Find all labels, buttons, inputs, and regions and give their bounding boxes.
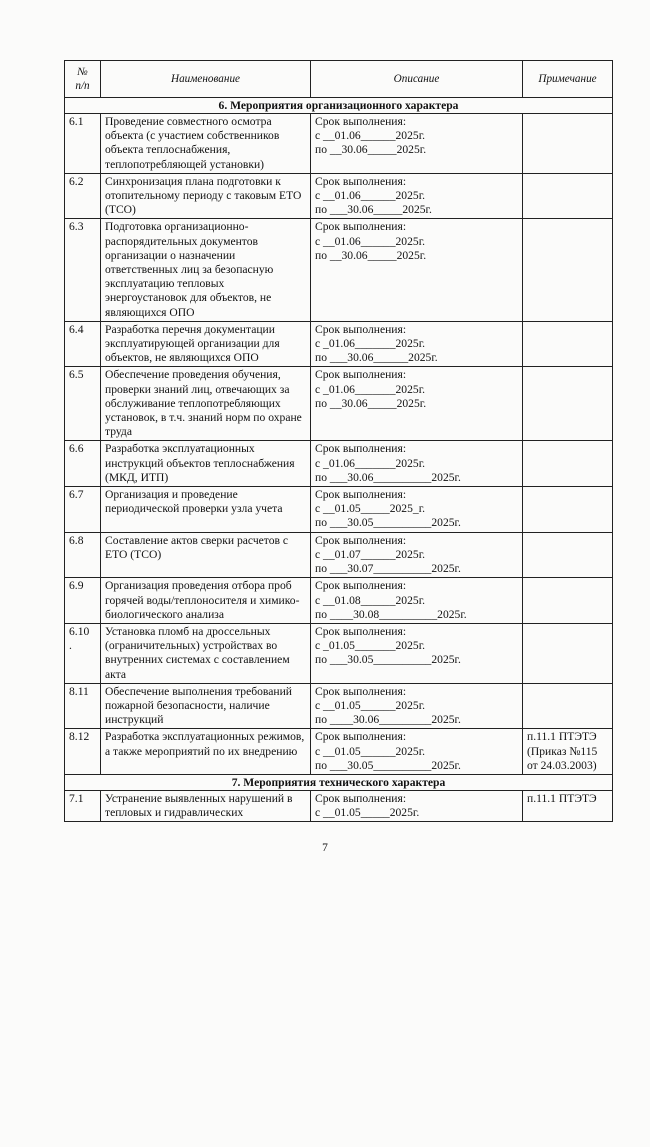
row-note bbox=[523, 219, 613, 321]
row-description bbox=[311, 367, 523, 441]
description-line: Срок выполнения: bbox=[315, 174, 407, 188]
header-number: № п/п bbox=[65, 61, 101, 98]
table-row bbox=[65, 321, 613, 367]
row-number: 6.8 bbox=[65, 532, 101, 578]
table-row bbox=[65, 173, 613, 219]
description-line: по ___30.06__________2025г. bbox=[315, 470, 461, 484]
description-line: по __30.06_____2025г. bbox=[315, 396, 427, 410]
description-line: с _01.06_______2025г. bbox=[315, 337, 426, 351]
row-note bbox=[523, 114, 613, 174]
description-line: Срок выполнения: bbox=[315, 791, 407, 805]
description-line: с __01.08______2025г. bbox=[315, 593, 426, 607]
row-description bbox=[311, 321, 523, 367]
description-line: по ___30.05__________2025г. bbox=[315, 516, 461, 530]
table-row bbox=[65, 219, 613, 321]
description-line: Срок выполнения: bbox=[315, 220, 407, 234]
table-row bbox=[65, 623, 613, 683]
row-name: Обеспечение проведения обучения, проверки знаний лиц, отвечающих за обслуживание теплопотребляющих установок, в т.ч. знаний норм по охране труда bbox=[101, 367, 311, 441]
row-note bbox=[523, 578, 613, 624]
description-line: с __01.05_____2025_г. bbox=[315, 502, 426, 516]
header-name: Наименование bbox=[101, 61, 311, 98]
row-note bbox=[523, 321, 613, 367]
header-note: Примечание bbox=[523, 61, 613, 98]
table-row bbox=[65, 578, 613, 624]
row-note bbox=[523, 487, 613, 533]
description-line: с __01.05______2025г. bbox=[315, 744, 426, 758]
row-name: Установка пломб на дроссельных (ограничительных) устройствах во внутренних системах с составлением акта bbox=[101, 623, 311, 683]
row-number: 6.1 bbox=[65, 114, 101, 174]
row-description bbox=[311, 683, 523, 729]
row-number: 6.7 bbox=[65, 487, 101, 533]
header-description: Описание bbox=[311, 61, 523, 98]
row-note: п.11.1 ПТЭТЭ (Приказ №115 от 24.03.2003) bbox=[523, 729, 613, 775]
description-line: Срок выполнения: bbox=[315, 579, 407, 593]
description-line: Срок выполнения: bbox=[315, 730, 407, 744]
description-line: с __01.05______2025г. bbox=[315, 698, 426, 712]
row-name: Синхронизация плана подготовки к отопительному периоду с таковым ЕТО (ТСО) bbox=[101, 173, 311, 219]
description-line: Срок выполнения: bbox=[315, 624, 407, 638]
description-line: по __30.06_____2025г. bbox=[315, 143, 427, 157]
row-number: 6.4 bbox=[65, 321, 101, 367]
row-description bbox=[311, 173, 523, 219]
section-6-row bbox=[65, 98, 613, 114]
table-row bbox=[65, 441, 613, 487]
row-name: Проведение совместного осмотра объекта (с участием собственников объекта теплоснабжения, теплопотребляющей установки) bbox=[101, 114, 311, 174]
row-name: Устранение выявленных нарушений в тепловых и гидравлических bbox=[101, 790, 311, 821]
row-description bbox=[311, 532, 523, 578]
table-row bbox=[65, 790, 613, 821]
row-name: Разработка эксплуатационных инструкций объектов теплоснабжения (МКД, ИТП) bbox=[101, 441, 311, 487]
row-note bbox=[523, 532, 613, 578]
table-header-row bbox=[65, 61, 613, 98]
table-row bbox=[65, 729, 613, 775]
section-7-title: 7. Мероприятия технического характера bbox=[65, 774, 613, 790]
description-line: Срок выполнения: bbox=[315, 442, 407, 456]
table-row bbox=[65, 487, 613, 533]
description-line: по ___30.07__________2025г. bbox=[315, 562, 461, 576]
row-description bbox=[311, 441, 523, 487]
row-note bbox=[523, 623, 613, 683]
description-line: с _01.05_______2025г. bbox=[315, 639, 426, 653]
row-description bbox=[311, 114, 523, 174]
row-name: Разработка эксплуатационных режимов, а также мероприятий по их внедрению bbox=[101, 729, 311, 775]
description-line: по ___30.06______2025г. bbox=[315, 351, 438, 365]
row-note: п.11.1 ПТЭТЭ bbox=[523, 790, 613, 821]
row-note bbox=[523, 367, 613, 441]
row-description bbox=[311, 623, 523, 683]
description-line: по ___30.05__________2025г. bbox=[315, 758, 461, 772]
row-number: 6.2 bbox=[65, 173, 101, 219]
row-description bbox=[311, 729, 523, 775]
row-note bbox=[523, 173, 613, 219]
table-row bbox=[65, 532, 613, 578]
description-line: Срок выполнения: bbox=[315, 368, 407, 382]
row-description bbox=[311, 790, 523, 821]
page-number: 7 bbox=[322, 842, 328, 854]
row-number: 6.9 bbox=[65, 578, 101, 624]
table-row bbox=[65, 114, 613, 174]
description-line: Срок выполнения: bbox=[315, 488, 407, 502]
description-line: по ___30.05__________2025г. bbox=[315, 653, 461, 667]
description-line: с __01.06______2025г. bbox=[315, 189, 426, 203]
description-line: по ____30.06_________2025г. bbox=[315, 713, 461, 727]
row-number: 6.3 bbox=[65, 219, 101, 321]
description-line: Срок выполнения: bbox=[315, 533, 407, 547]
description-line: с __01.07______2025г. bbox=[315, 547, 426, 561]
description-line: с __01.06______2025г. bbox=[315, 129, 426, 143]
table-row bbox=[65, 367, 613, 441]
description-line: по __30.06_____2025г. bbox=[315, 248, 427, 262]
row-name: Разработка перечня документации эксплуатирующей организации для объектов, не являющихся ОПО bbox=[101, 321, 311, 367]
description-line: с __01.05_____2025г. bbox=[315, 806, 420, 820]
row-description bbox=[311, 219, 523, 321]
row-name: Организация и проведение периодической проверки узла учета bbox=[101, 487, 311, 533]
row-number: 6.5 bbox=[65, 367, 101, 441]
section-6-title: 6. Мероприятия организационного характера bbox=[65, 98, 613, 114]
row-description bbox=[311, 487, 523, 533]
row-number: 6.10 . bbox=[65, 623, 101, 683]
description-line: по ____30.08__________2025г. bbox=[315, 607, 467, 621]
description-line: Срок выполнения: bbox=[315, 115, 407, 128]
row-name: Составление актов сверки расчетов с ЕТО (ТСО) bbox=[101, 532, 311, 578]
row-note bbox=[523, 683, 613, 729]
row-number: 7.1 bbox=[65, 790, 101, 821]
measures-table bbox=[64, 60, 613, 822]
description-line: с _01.06_______2025г. bbox=[315, 456, 426, 470]
description-line: Срок выполнения: bbox=[315, 322, 407, 336]
description-line: Срок выполнения: bbox=[315, 684, 407, 698]
row-number: 6.6 bbox=[65, 441, 101, 487]
description-line: с _01.06_______2025г. bbox=[315, 382, 426, 396]
row-note bbox=[523, 441, 613, 487]
row-name: Организация проведения отбора проб горячей воды/теплоносителя и химико-биологического анализа bbox=[101, 578, 311, 624]
row-number: 8.11 bbox=[65, 683, 101, 729]
description-line: с __01.06______2025г. bbox=[315, 234, 426, 248]
table-row bbox=[65, 683, 613, 729]
row-number: 8.12 bbox=[65, 729, 101, 775]
description-line: по ___30.06_____2025г. bbox=[315, 203, 432, 217]
row-name: Обеспечение выполнения требований пожарной безопасности, наличие инструкций bbox=[101, 683, 311, 729]
row-name: Подготовка организационно-распорядительных документов организации о назначении ответственных лиц за безопасную эксплуатацию тепловых энергоустановок для объектов, не являющихся ОПО bbox=[101, 219, 311, 321]
section-7-row bbox=[65, 774, 613, 790]
row-description bbox=[311, 578, 523, 624]
